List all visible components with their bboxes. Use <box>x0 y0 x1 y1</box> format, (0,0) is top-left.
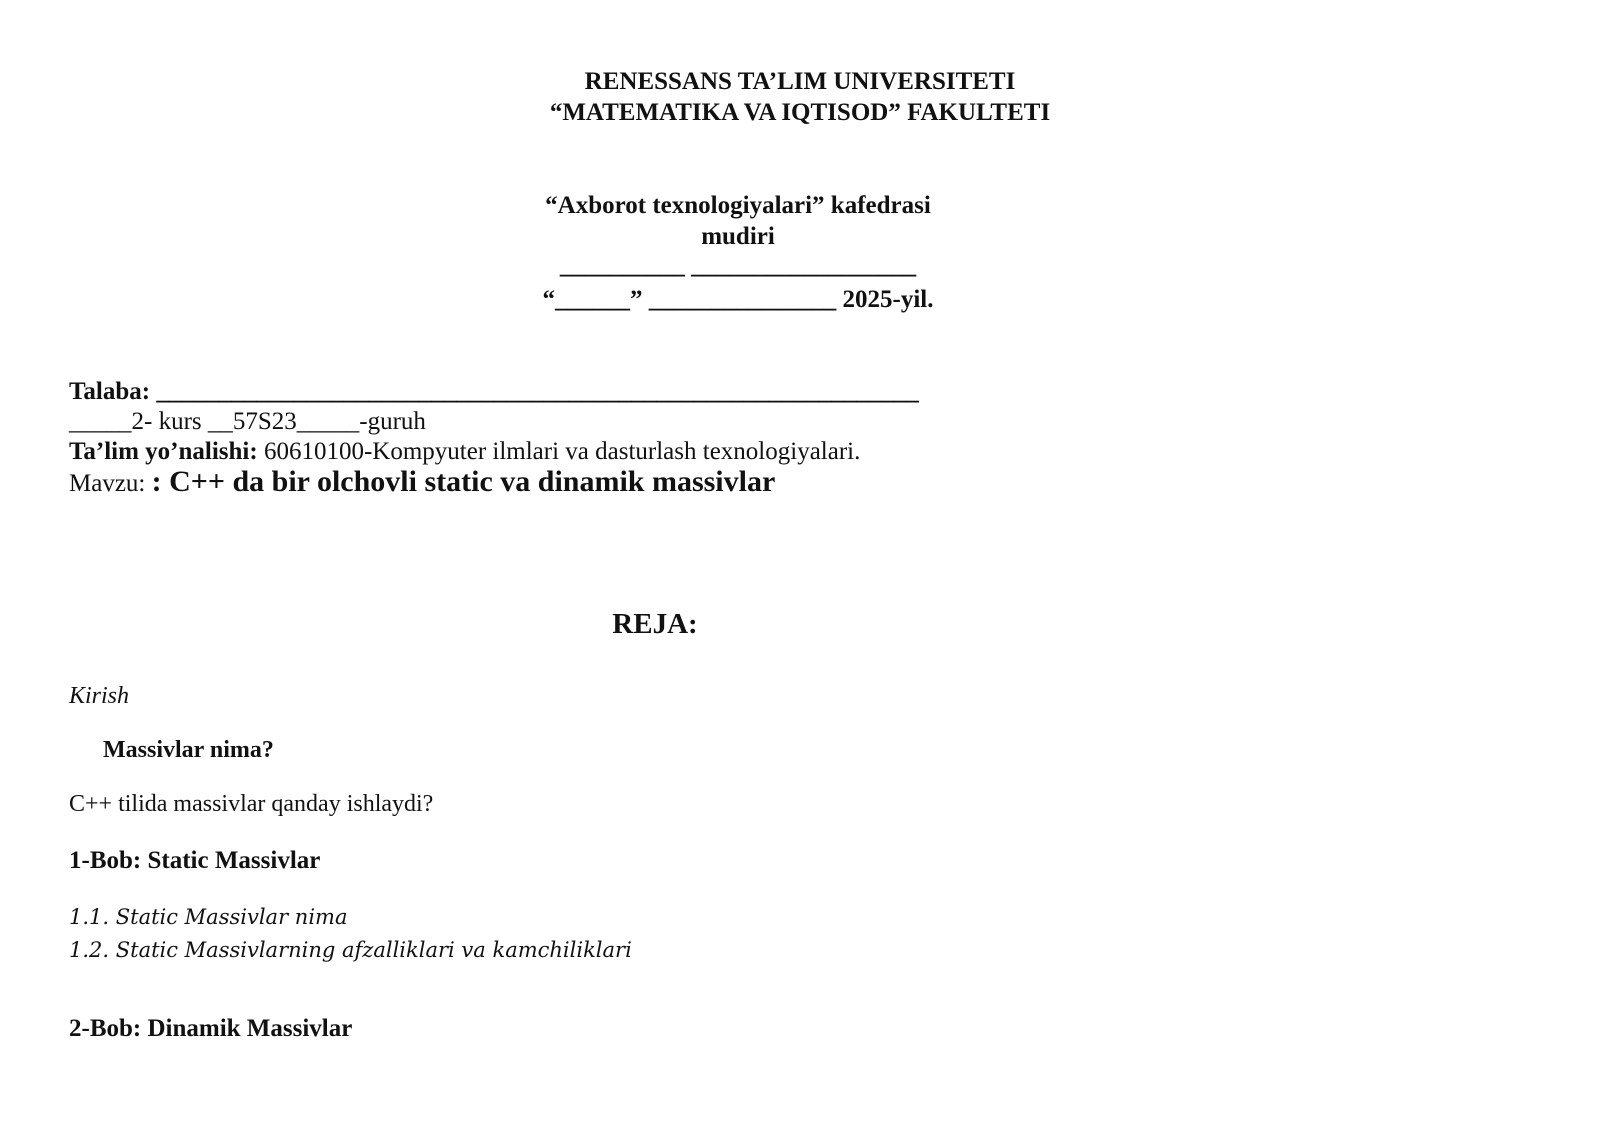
faculty-name: “MATEMATIKA VA IQTISOD” FAKULTETI <box>549 99 1051 126</box>
student-line <box>69 376 919 407</box>
talaba-blank: _____________________________________________________________ <box>156 378 919 405</box>
direction-line <box>69 436 860 467</box>
signature-line: __________ __________________ <box>559 252 917 279</box>
plan-chapter-1: 1-Bob: Static Massivlar <box>69 847 321 874</box>
topic-value: : C++ da bir olchovli static va dinamik massivlar <box>151 465 776 498</box>
topic-label: Mavzu: <box>69 470 152 497</box>
kafedra-name: “Axborot texnologiyalari” kafedrasi <box>545 192 931 219</box>
talaba-label: Talaba: <box>69 378 151 405</box>
plan-item-question-1: Massivlar nima? <box>103 737 274 763</box>
plan-item-question-2: C++ tilida massivlar qanday ishlaydi? <box>69 791 434 817</box>
university-name: RENESSANS TA’LIM UNIVERSITETI <box>584 68 1016 95</box>
plan-heading: REJA: <box>612 608 698 640</box>
approval-block <box>478 190 998 252</box>
document-header <box>0 66 1600 128</box>
direction-label: Ta’lim yo’nalishi: <box>69 438 258 465</box>
topic-line <box>69 466 775 499</box>
plan-subitem-1-2: 1.2. Static Massivlarning afzalliklari va kamchiliklari <box>69 938 632 962</box>
plan-chapter-2: 2-Bob: Dinamik Massivlar <box>69 1015 353 1042</box>
plan-subitem-1-1: 1.1. Static Massivlar nima <box>69 905 348 929</box>
date-line: “______” _______________ 2025-yil. <box>542 286 934 313</box>
plan-item-intro: Kirish <box>69 683 130 709</box>
course-group-line: _____2- kurs __57S23_____-guruh <box>69 408 426 435</box>
kafedra-role: mudiri <box>701 223 775 250</box>
direction-value: 60610100-Kompyuter ilmlari va dasturlash texnologiyalari. <box>257 438 861 465</box>
